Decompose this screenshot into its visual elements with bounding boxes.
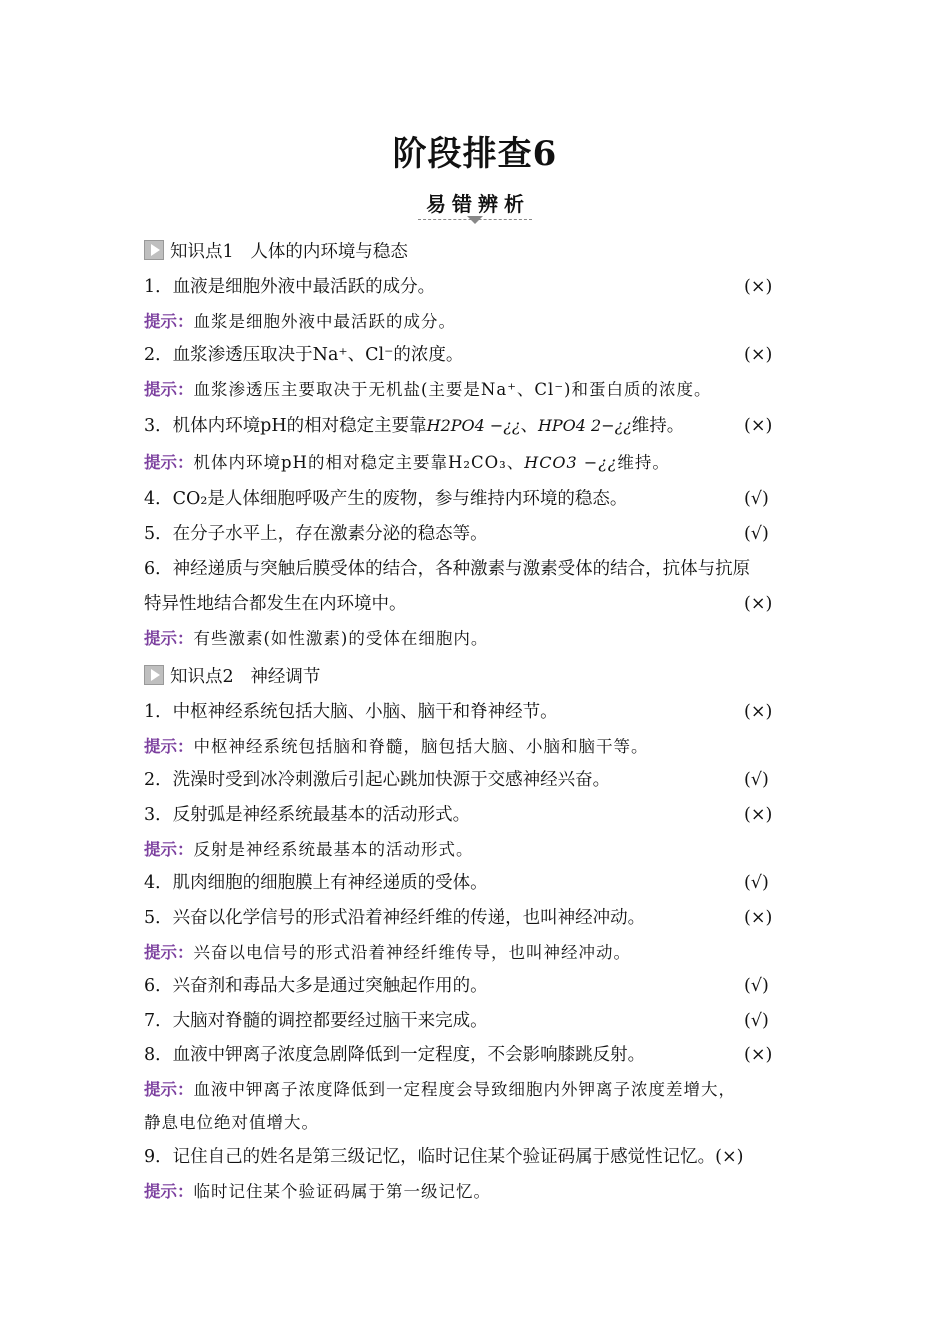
- section-heading-2: 知识点2 神经调节: [144, 665, 320, 689]
- answer-mark: (×): [744, 416, 773, 436]
- hint-label: 提示：: [144, 737, 194, 756]
- hint-label: 提示：: [144, 629, 194, 648]
- hint-line: 提示：血液中钾离子浓度降低到一定程度会导致细胞内外钾离子浓度差增大，: [144, 1080, 736, 1099]
- answer-mark: (×): [744, 1045, 773, 1065]
- hint-line: 提示：血浆是细胞外液中最活跃的成分。: [144, 312, 456, 331]
- question-item: 1．中枢神经系统包括大脑、小脑、脑干和脊神经节。: [144, 702, 558, 722]
- answer-mark: (×): [744, 908, 773, 928]
- answer-mark: (×): [744, 805, 773, 825]
- hint-line: 提示：临时记住某个验证码属于第一级记忆。: [144, 1182, 491, 1201]
- question-item: 5．兴奋以化学信号的形式沿着神经纤维的传递，也叫神经冲动。: [144, 908, 646, 928]
- question-item: 2．洗澡时受到冰冷刺激后引起心跳加快源于交感神经兴奋。: [144, 770, 611, 790]
- play-icon: [144, 240, 164, 260]
- hint-label: 提示：: [144, 943, 194, 962]
- hint-label: 提示：: [144, 840, 194, 859]
- down-triangle-icon: [467, 216, 483, 224]
- page-title: 阶段排查6: [392, 134, 558, 174]
- answer-mark: (×): [744, 345, 773, 365]
- formula-h2po4: H2PO4 −¿¿: [426, 416, 521, 435]
- question-item-continued: 特异性地结合都发生在内环境中。: [144, 594, 407, 614]
- subtitle-text: 易错辨析: [418, 188, 532, 220]
- hint-label: 提示：: [144, 380, 194, 399]
- question-item: 4．CO₂是人体细胞呼吸产生的废物，参与维持内环境的稳态。: [144, 489, 628, 509]
- question-item: 7．大脑对脊髓的调控都要经过脑干来完成。: [144, 1011, 488, 1031]
- hint-label: 提示：: [144, 453, 194, 472]
- question-item: 3．反射弧是神经系统最基本的活动形式。: [144, 805, 471, 825]
- hint-line: 提示：有些激素(如性激素)的受体在细胞内。: [144, 629, 489, 648]
- play-icon: [144, 665, 164, 685]
- question-item: 6．神经递质与突触后膜受体的结合，各种激素与激素受体的结合，抗体与抗原: [144, 559, 751, 579]
- question-item: 2．血浆渗透压取决于Na⁺、Cl⁻的浓度。: [144, 345, 464, 365]
- hint-label: 提示：: [144, 1182, 194, 1201]
- hint-line: 提示：反射是神经系统最基本的活动形式。: [144, 840, 474, 859]
- hint-label: 提示：: [144, 1080, 194, 1099]
- answer-mark: (×): [744, 702, 773, 722]
- answer-mark: (×): [744, 277, 773, 297]
- answer-mark: (√): [744, 976, 769, 996]
- answer-mark: (√): [744, 873, 769, 893]
- hint-line: 提示：血浆渗透压主要取决于无机盐(主要是Na⁺、Cl⁻)和蛋白质的浓度。: [144, 380, 712, 399]
- hint-line: 提示：中枢神经系统包括脑和脊髓，脑包括大脑、小脑和脑干等。: [144, 737, 649, 756]
- formula-hpo4: HPO4 2−¿¿: [537, 416, 632, 435]
- question-item: 6．兴奋剂和毒品大多是通过突触起作用的。: [144, 976, 488, 996]
- hint-line: 提示：机体内环境pH的相对稳定主要靠H₂CO₃、HCO3 −¿¿维持。: [144, 453, 670, 472]
- question-item: 9．记住自己的姓名是第三级记忆，临时记住某个验证码属于感觉性记忆。(×): [144, 1147, 744, 1167]
- question-item: 5．在分子水平上，存在激素分泌的稳态等。: [144, 524, 488, 544]
- hint-label: 提示：: [144, 312, 194, 331]
- question-item: 4．肌肉细胞的细胞膜上有神经递质的受体。: [144, 873, 488, 893]
- question-item: 1．血液是细胞外液中最活跃的成分。: [144, 277, 436, 297]
- question-item: 3．机体内环境pH的相对稳定主要靠H2PO4 −¿¿、HPO4 2−¿¿维持。: [144, 416, 685, 436]
- hint-line: 提示：兴奋以电信号的形式沿着神经纤维传导，也叫神经冲动。: [144, 943, 631, 962]
- answer-mark: (×): [744, 594, 773, 614]
- answer-mark: (√): [744, 524, 769, 544]
- answer-mark: (√): [744, 1011, 769, 1031]
- formula-hco3: HCO3 −¿¿: [524, 453, 618, 472]
- question-item: 8．血液中钾离子浓度急剧降低到一定程度，不会影响膝跳反射。: [144, 1045, 646, 1065]
- answer-mark: (√): [744, 489, 769, 509]
- answer-mark: (√): [744, 770, 769, 790]
- hint-line-continued: 静息电位绝对值增大。: [144, 1113, 319, 1132]
- section-heading-1: 知识点1 人体的内环境与稳态: [144, 240, 408, 264]
